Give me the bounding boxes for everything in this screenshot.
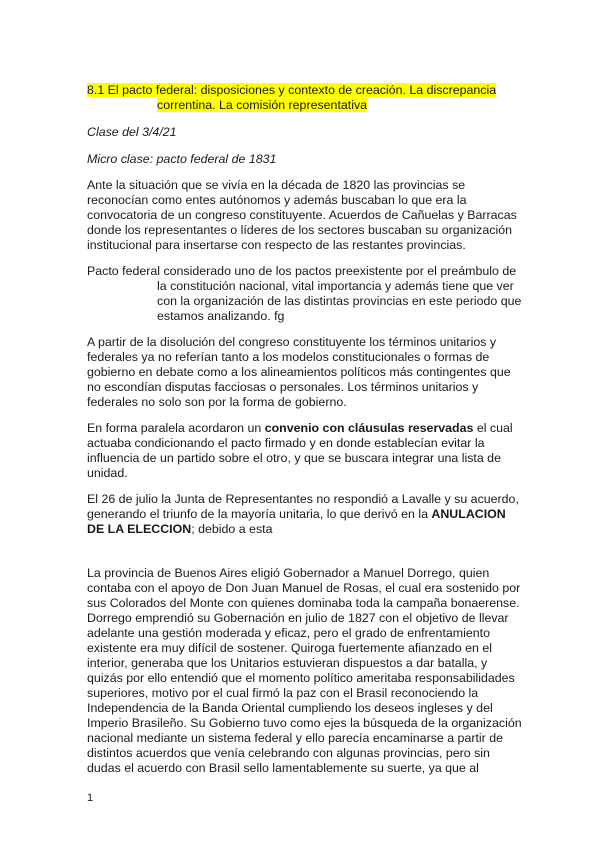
paragraph-6-line: Dorrego emprendió su Gobernación en julio de 1827 con el objetivo de llevar [87,611,509,625]
paragraph-3-line: A partir de la disolución del congreso constituyente los términos unitarios y [87,335,497,349]
paragraph-4-line: unidad. [87,466,128,480]
paragraph-4-text: En forma paralela acordaron un [87,421,265,435]
paragraph-5-line: El 26 de julio la Junta de Representantes no respondió a Lavalle y su acuerdo, [87,492,519,506]
paragraph-6-line: superiores, motivo por el cual firmó la paz con el Brasil reconociendo la [87,686,479,700]
paragraph-6-line: quizás por ello entendió que el momento político ameritaba responsabilidades [87,671,515,685]
paragraph-3-line: gobierno en debate como a los alineamientos políticos más contingentes que [87,365,511,379]
paragraph-6-line: adelante una gestión moderada y eficaz, pero el grado de enfrentamiento [87,626,490,640]
paragraph-6-line: interior, generaba que los Unitarios estuvieran dispuestos a dar batalla, y [87,656,488,670]
page-number: 1 [87,792,94,804]
paragraph-2-line: con la organización de las distintas provincias en este periodo que [157,294,522,308]
paragraph-6-line: existente era muy difícil de sostener. Quiroga fuertemente afianzado en el [87,641,492,655]
anulacion-bold-text: ANULACION [431,507,506,521]
section-heading-line-2: correntina. La comisión representativa [157,98,368,112]
paragraph-6-line: sus Colorados del Monte con quienes dominaba toda la campaña bonaerense. [87,596,520,610]
paragraph-3-line: federales no solo son por la forma de gobierno. [87,395,347,409]
convenio-bold-text: convenio con cláusulas reservadas [264,421,474,435]
paragraph-4-text: el cual [473,421,513,435]
paragraph-6-line: La provincia de Buenos Aires eligió Gobernador a Manuel Dorrego, quien [87,566,490,580]
paragraph-6-line: nacional mediante un sistema federal y ello parecía encaminarse a partir de [87,731,504,745]
paragraph-6-line: distintos acuerdos que venía celebrando con algunas provincias, pero sin [87,746,490,760]
paragraph-4-line: influencia de un partido sobre el otro, y que se buscara integrar una lista de [87,451,501,465]
paragraph-2-line: Pacto federal considerado uno de los pactos preexistente por el preámbulo de [87,264,517,278]
section-heading-line-1: 8.1 El pacto federal: disposiciones y contexto de creación. La discrepancia [87,83,497,97]
paragraph-1-line: institucional para insertarse con respecto de las restantes provincias. [87,238,466,252]
paragraph-1-line: Ante la situación que se vivía en la década de 1820 las provincias se [87,178,466,192]
paragraph-2-line: la constitución nacional, vital importancia y además tiene que ver [157,279,514,293]
paragraph-5-line [87,522,272,537]
paragraph-3-line: no escondían disputas facciosas o personales. Los términos unitarios y [87,380,479,394]
paragraph-3-line: federales ya no referían tanto a los modelos constitucionales o formas de [87,350,490,364]
paragraph-6-line: Imperio Brasileño. Su Gobierno tuvo como ejes la búsqueda de la organización [87,716,522,730]
paragraph-1-line: convocatoria de un congreso constituyente. Acuerdos de Cañuelas y Barracas [87,208,517,222]
paragraph-6-line: dudas el acuerdo con Brasil sello lamentablemente su suerte, ya que al [87,761,479,775]
paragraph-4-line: actuaba condicionando el pacto firmado y en donde establecían evitar la [87,436,485,450]
class-date: Clase del 3/4/21 [87,125,177,139]
paragraph-5-line [87,507,506,522]
paragraph-4-line [87,421,513,436]
paragraph-1-line: reconocían como entes autónomos y además buscaban lo que era la [87,193,467,207]
paragraph-6-line: Independencia de la Banda Oriental cumpliendo los deseos ingleses y del [87,701,493,715]
micro-class-title: Micro clase: pacto federal de 1831 [87,152,277,166]
eleccion-bold-text: DE LA ELECCION [87,522,192,536]
paragraph-5-text: generando el triunfo de la mayoría unitaria, lo que derivó en la [87,507,432,521]
paragraph-5-text: ; debido a esta [191,522,273,536]
paragraph-1-line: donde los representantes o líderes de los sectores buscaban su organización [87,223,512,237]
paragraph-2-line: estamos analizando. fg [157,309,285,323]
paragraph-6-line: contaba con el apoyo de Don Juan Manuel de Rosas, el cual era sostenido por [87,581,521,595]
